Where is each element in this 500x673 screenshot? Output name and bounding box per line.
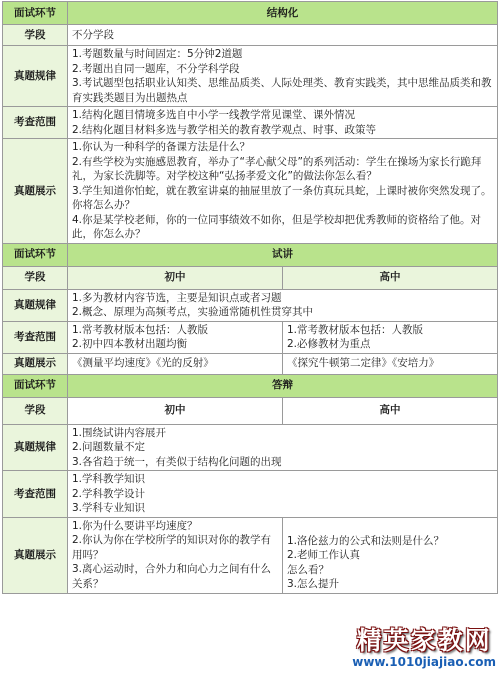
section3-senior-question: 2.老师工作认真 bbox=[287, 549, 361, 561]
section2-col-senior: 高中 bbox=[283, 266, 498, 289]
watermark-url: www.1010jiajiao.com bbox=[352, 655, 496, 669]
section3-senior-question: 1.洛伦兹力的公式和法则是什么？ bbox=[287, 534, 445, 547]
section3-header-row bbox=[3, 374, 498, 397]
section1-rules-cell bbox=[68, 46, 498, 107]
section2-show-label: 真题展示 bbox=[3, 353, 68, 374]
section3-senior-question: 3.怎么提升 bbox=[287, 578, 340, 590]
section2-stage-row bbox=[3, 266, 498, 289]
section3-junior-question: 3.离心运动时，合外力和向心力之间有什么关系？ bbox=[72, 563, 272, 590]
section2-scope-junior-item: 2.初中四本教材出题均衡 bbox=[72, 338, 188, 350]
section3-title: 答辩 bbox=[68, 374, 498, 397]
section1-question: 3.学生知道你怕蛇，就在教室讲桌的抽屉里放了一条仿真玩具蛇，上课时被你突然发现了。你将怎么办？ bbox=[72, 184, 492, 211]
section3-scope-row bbox=[3, 471, 498, 518]
section2-col-junior: 初中 bbox=[68, 266, 283, 289]
section2-rules-label: 真题规律 bbox=[3, 289, 68, 321]
section1-stage-row bbox=[3, 25, 498, 46]
section3-scope-item: 1.学科教学知识 bbox=[72, 473, 146, 485]
section2-show-senior: 《探究牛顿第二定律》《安培力》 bbox=[283, 353, 498, 374]
section3-senior-question: 怎么看？ bbox=[287, 563, 329, 576]
section3-rule-item: 2.问题数量不定 bbox=[72, 441, 146, 453]
section1-title: 结构化 bbox=[68, 2, 498, 25]
section1-stage-label: 学段 bbox=[3, 25, 68, 46]
section3-scope-item: 3.学科专业知识 bbox=[72, 502, 146, 514]
section1-scope-item: 1.结构化题目情境多选自中小学一线教学常见课堂、课外情况 bbox=[72, 109, 356, 121]
section2-scope-senior bbox=[283, 321, 498, 353]
section2-title: 试讲 bbox=[68, 243, 498, 266]
section2-show-junior: 《测量平均速度》《光的反射》 bbox=[68, 353, 283, 374]
section3-scope-item: 2.学科教学设计 bbox=[72, 487, 146, 500]
section1-header-row bbox=[3, 2, 498, 25]
section2-header-row bbox=[3, 243, 498, 266]
section2-scope-junior-item: 1.常考教材版本包括：人教版 bbox=[72, 323, 209, 336]
section3-rules-cell bbox=[68, 424, 498, 471]
section3-rule-item: 3.各省趋于统一，有类似于结构化问题的出现 bbox=[72, 455, 282, 468]
section1-rule-item: 2.考题出自同一题库，不分学科学段 bbox=[72, 62, 240, 75]
section1-rules-row bbox=[3, 46, 498, 107]
section3-scope-cell bbox=[68, 471, 498, 518]
section1-rule-item: 1.考题数量与时间固定：5分钟2道题 bbox=[72, 48, 243, 60]
section3-rules-label: 真题规律 bbox=[3, 424, 68, 471]
section3-show-row bbox=[3, 517, 498, 593]
section1-scope-label: 考查范围 bbox=[3, 107, 68, 139]
section3-show-label: 真题展示 bbox=[3, 517, 68, 593]
section3-show-junior bbox=[68, 517, 283, 593]
section1-rule-item: 3.考试题型包括职业认知类、思维品质类、人际处理类、教育实践类，其中思维品质类和教育实践类题目为出题热点 bbox=[72, 77, 492, 104]
section2-rules-cell bbox=[68, 289, 498, 321]
section2-rules-row bbox=[3, 289, 498, 321]
section3-col-junior: 初中 bbox=[68, 397, 283, 424]
section2-rule-item: 1.多为教材内容节选，主要是知识点或者习题 bbox=[72, 291, 282, 304]
section2-show-row bbox=[3, 353, 498, 374]
watermark-logo bbox=[352, 626, 496, 669]
section2-scope-label: 考查范围 bbox=[3, 321, 68, 353]
section3-stage-label: 学段 bbox=[3, 397, 68, 424]
section3-col-senior: 高中 bbox=[283, 397, 498, 424]
section3-rule-item: 1.围绕试讲内容展开 bbox=[72, 426, 167, 439]
section2-scope-senior-item: 2.必修教材为重点 bbox=[287, 338, 371, 350]
section2-stage-label: 学段 bbox=[3, 266, 68, 289]
section1-question: 4.你是某学校老师，你的一位同事绩效不如你，但是学校却把优秀教师的资格给了他。对此，你怎么办？ bbox=[72, 213, 482, 240]
section3-header-label: 面试环节 bbox=[3, 374, 68, 397]
section3-rules-row bbox=[3, 424, 498, 471]
section3-show-senior bbox=[283, 517, 498, 593]
section2-scope-row bbox=[3, 321, 498, 353]
section1-show-label: 真题展示 bbox=[3, 139, 68, 244]
section2-rule-item: 2.概念、原理为高频考点，实验通常随机性贯穿其中 bbox=[72, 306, 314, 318]
section1-rules-label: 真题规律 bbox=[3, 46, 68, 107]
section3-junior-question: 2.你认为你在学校所学的知识对你的教学有用吗？ bbox=[72, 534, 272, 561]
section2-scope-junior bbox=[68, 321, 283, 353]
section1-show-row bbox=[3, 139, 498, 244]
section1-stage-value: 不分学段 bbox=[68, 25, 498, 46]
section1-question: 1.你认为一种科学的备课方法是什么？ bbox=[72, 141, 251, 153]
section3-stage-row bbox=[3, 397, 498, 424]
section1-show-cell bbox=[68, 139, 498, 244]
section3-scope-label: 考查范围 bbox=[3, 471, 68, 518]
section3-junior-question: 1.你为什么要讲平均速度？ bbox=[72, 519, 198, 532]
section1-scope-row bbox=[3, 107, 498, 139]
section1-header-label: 面试环节 bbox=[3, 2, 68, 25]
watermark-brand: 精英家教网 bbox=[356, 626, 492, 655]
interview-table bbox=[2, 1, 498, 594]
section1-question: 2.有些学校为实施感恩教育，举办了“孝心献父母”的系列活动：学生在操场为家长行跪拜礼，为家长洗脚等。对学校这种“弘扬孝爱文化”的做法你怎么看？ bbox=[72, 155, 482, 182]
section2-scope-senior-item: 1.常考教材版本包括：人教版 bbox=[287, 323, 424, 336]
section1-scope-cell bbox=[68, 107, 498, 139]
section1-scope-item: 2.结构化题目材料多选与教学相关的教育教学观点、时事、政策等 bbox=[72, 123, 377, 136]
section2-header-label: 面试环节 bbox=[3, 243, 68, 266]
